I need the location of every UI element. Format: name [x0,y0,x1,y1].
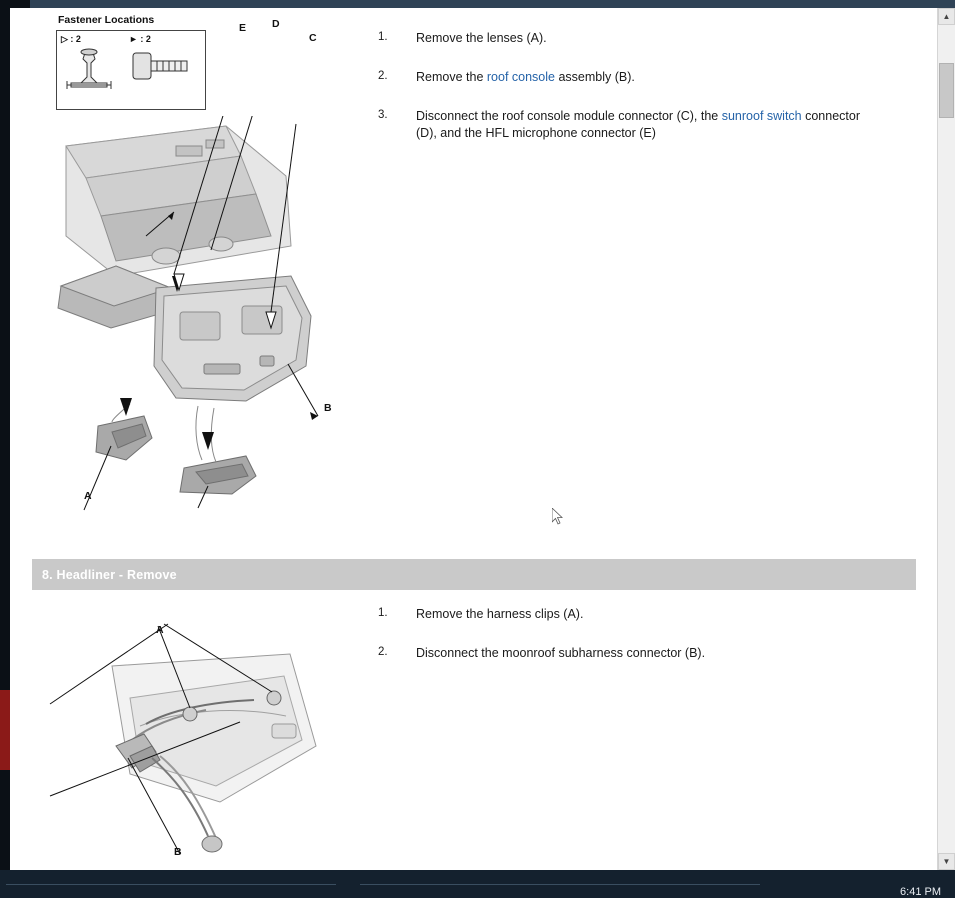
link-sunroof-switch[interactable]: sunroof switch [721,108,802,123]
step-text-part: assembly (B). [554,69,635,84]
callout-a: A [156,624,164,636]
callout-b: B [324,402,332,414]
section-heading-bar [32,559,916,590]
step-number: 1. [378,607,388,619]
step-text [416,108,866,142]
taskbar-divider-right [360,884,760,885]
roof-console-drawing [56,116,356,516]
taskbar-divider-left [6,884,336,885]
step-number: 2. [378,69,388,82]
callout-b: B [174,846,182,858]
vertical-scrollbar[interactable] [937,8,955,870]
fastener-locations-title: Fastener Locations [58,14,155,26]
scrollbar-thumb[interactable] [939,63,954,118]
section-1-steps [378,30,878,164]
callout-e: E [239,22,247,34]
step-text-part: Remove the lenses (A). [416,31,547,45]
fastener-illustrations [57,47,205,107]
list-item [378,606,898,623]
scroll-up-button[interactable]: ▲ [938,8,955,25]
document-page [10,8,938,870]
fastener-legend-2: ► : 2 [129,34,151,44]
fastener-legend-1: ▷ : 2 [61,34,81,44]
step-text-part: Remove the [416,69,487,84]
window-top-chrome [0,0,955,8]
scroll-down-button[interactable]: ▼ [938,853,955,870]
headliner-drawing [40,606,350,866]
mouse-cursor [552,508,564,526]
section-2-steps [378,606,898,684]
step-number: 1. [378,31,388,43]
step-number: 2. [378,645,388,658]
list-item [378,108,878,142]
clock: 6:41 PM [900,886,941,898]
fastener-legend-box [56,30,206,110]
step-text: Disconnect the moonroof subharness connector (B). [416,645,706,660]
step-text-part: Disconnect the roof console module connector (C), the [416,108,722,123]
step-text: Remove the harness clips (A). [416,607,584,621]
step-text [416,69,635,86]
callout-a: A [84,490,92,502]
list-item [378,30,878,47]
step-text [416,30,547,47]
link-roof-console[interactable]: roof console [486,69,555,84]
step-number: 3. [378,108,388,121]
section-heading-text: 8. Headliner - Remove [42,567,177,582]
callout-d: D [272,18,280,30]
step-text-part: connector (D), and the HFL microphone connector (E) [416,108,860,140]
figure-headliner [40,606,350,866]
list-item [378,645,898,662]
list-item [378,69,878,86]
figure-roof-console [56,14,356,510]
callout-c: C [309,32,317,44]
